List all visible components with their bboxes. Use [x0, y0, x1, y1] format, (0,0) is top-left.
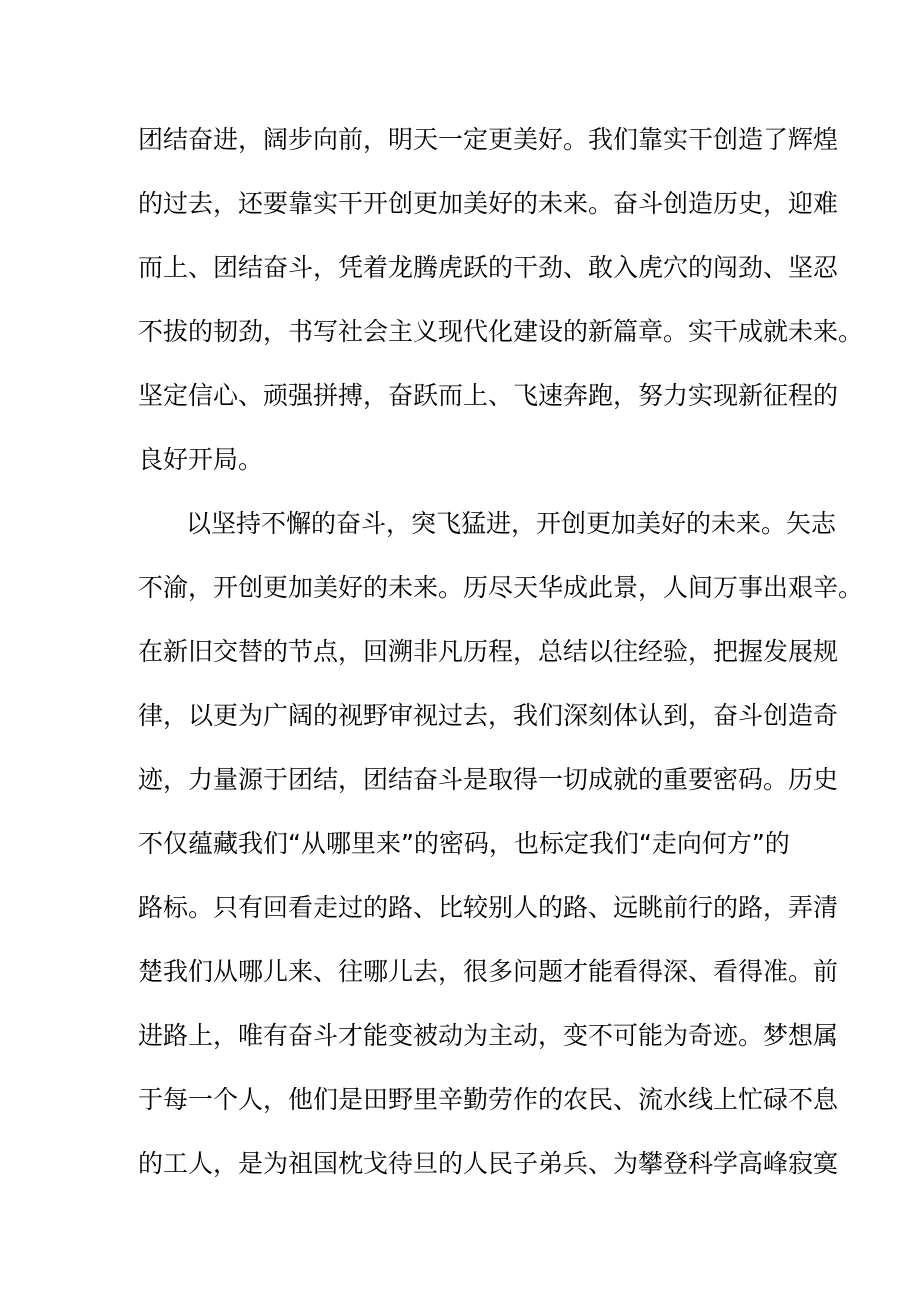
text-line: 团结奋进，阔步向前，明天一定更美好。我们靠实干创造了辉煌 [138, 125, 839, 154]
text-line: 的过去，还要靠实干开创更加美好的未来。奋斗创造历史，迎难 [138, 189, 839, 218]
text-line: 的工人，是为祖国枕戈待旦的人民子弟兵、为攀登科学高峰寂寞 [138, 1149, 839, 1178]
text-line: 于每一个人，他们是田野里辛勤劳作的农民、流水线上忙碌不息 [138, 1085, 839, 1114]
text-line: 进路上，唯有奋斗才能变被动为主动，变不可能为奇迹。梦想属 [138, 1021, 839, 1050]
text-line: 路标。只有回看走过的路、比较别人的路、远眺前行的路，弄清 [138, 893, 839, 922]
text-line: 不仅蕴藏我们“从哪里来”的密码，也标定我们“走向何方”的 [138, 829, 790, 858]
text-line: 不渝，开创更加美好的未来。历尽天华成此景，人间万事出艰辛。 [138, 573, 864, 602]
text-line: 在新旧交替的节点，回溯非凡历程，总结以往经验，把握发展规 [138, 637, 839, 666]
text-line: 坚定信心、顽强拼搏，奋跃而上、飞速奔跑，努力实现新征程的 [138, 381, 839, 410]
text-line: 良好开局。 [138, 445, 264, 474]
text-line: 不拔的韧劲，书写社会主义现代化建设的新篇章。实干成就未来。 [138, 317, 864, 346]
text-line: 楚我们从哪儿来、往哪儿去，很多问题才能看得深、看得准。前 [138, 957, 839, 986]
text-line: 以坚持不懈的奋斗，突飞猛进，开创更加美好的未来。矢志 [186, 509, 837, 538]
text-line: 而上、团结奋斗，凭着龙腾虎跃的干劲、敢入虎穴的闯劲、坚忍 [138, 253, 839, 282]
text-line: 迹，力量源于团结，团结奋斗是取得一切成就的重要密码。历史 [138, 765, 839, 794]
text-line: 律，以更为广阔的视野审视过去，我们深刻体认到，奋斗创造奇 [138, 701, 839, 730]
